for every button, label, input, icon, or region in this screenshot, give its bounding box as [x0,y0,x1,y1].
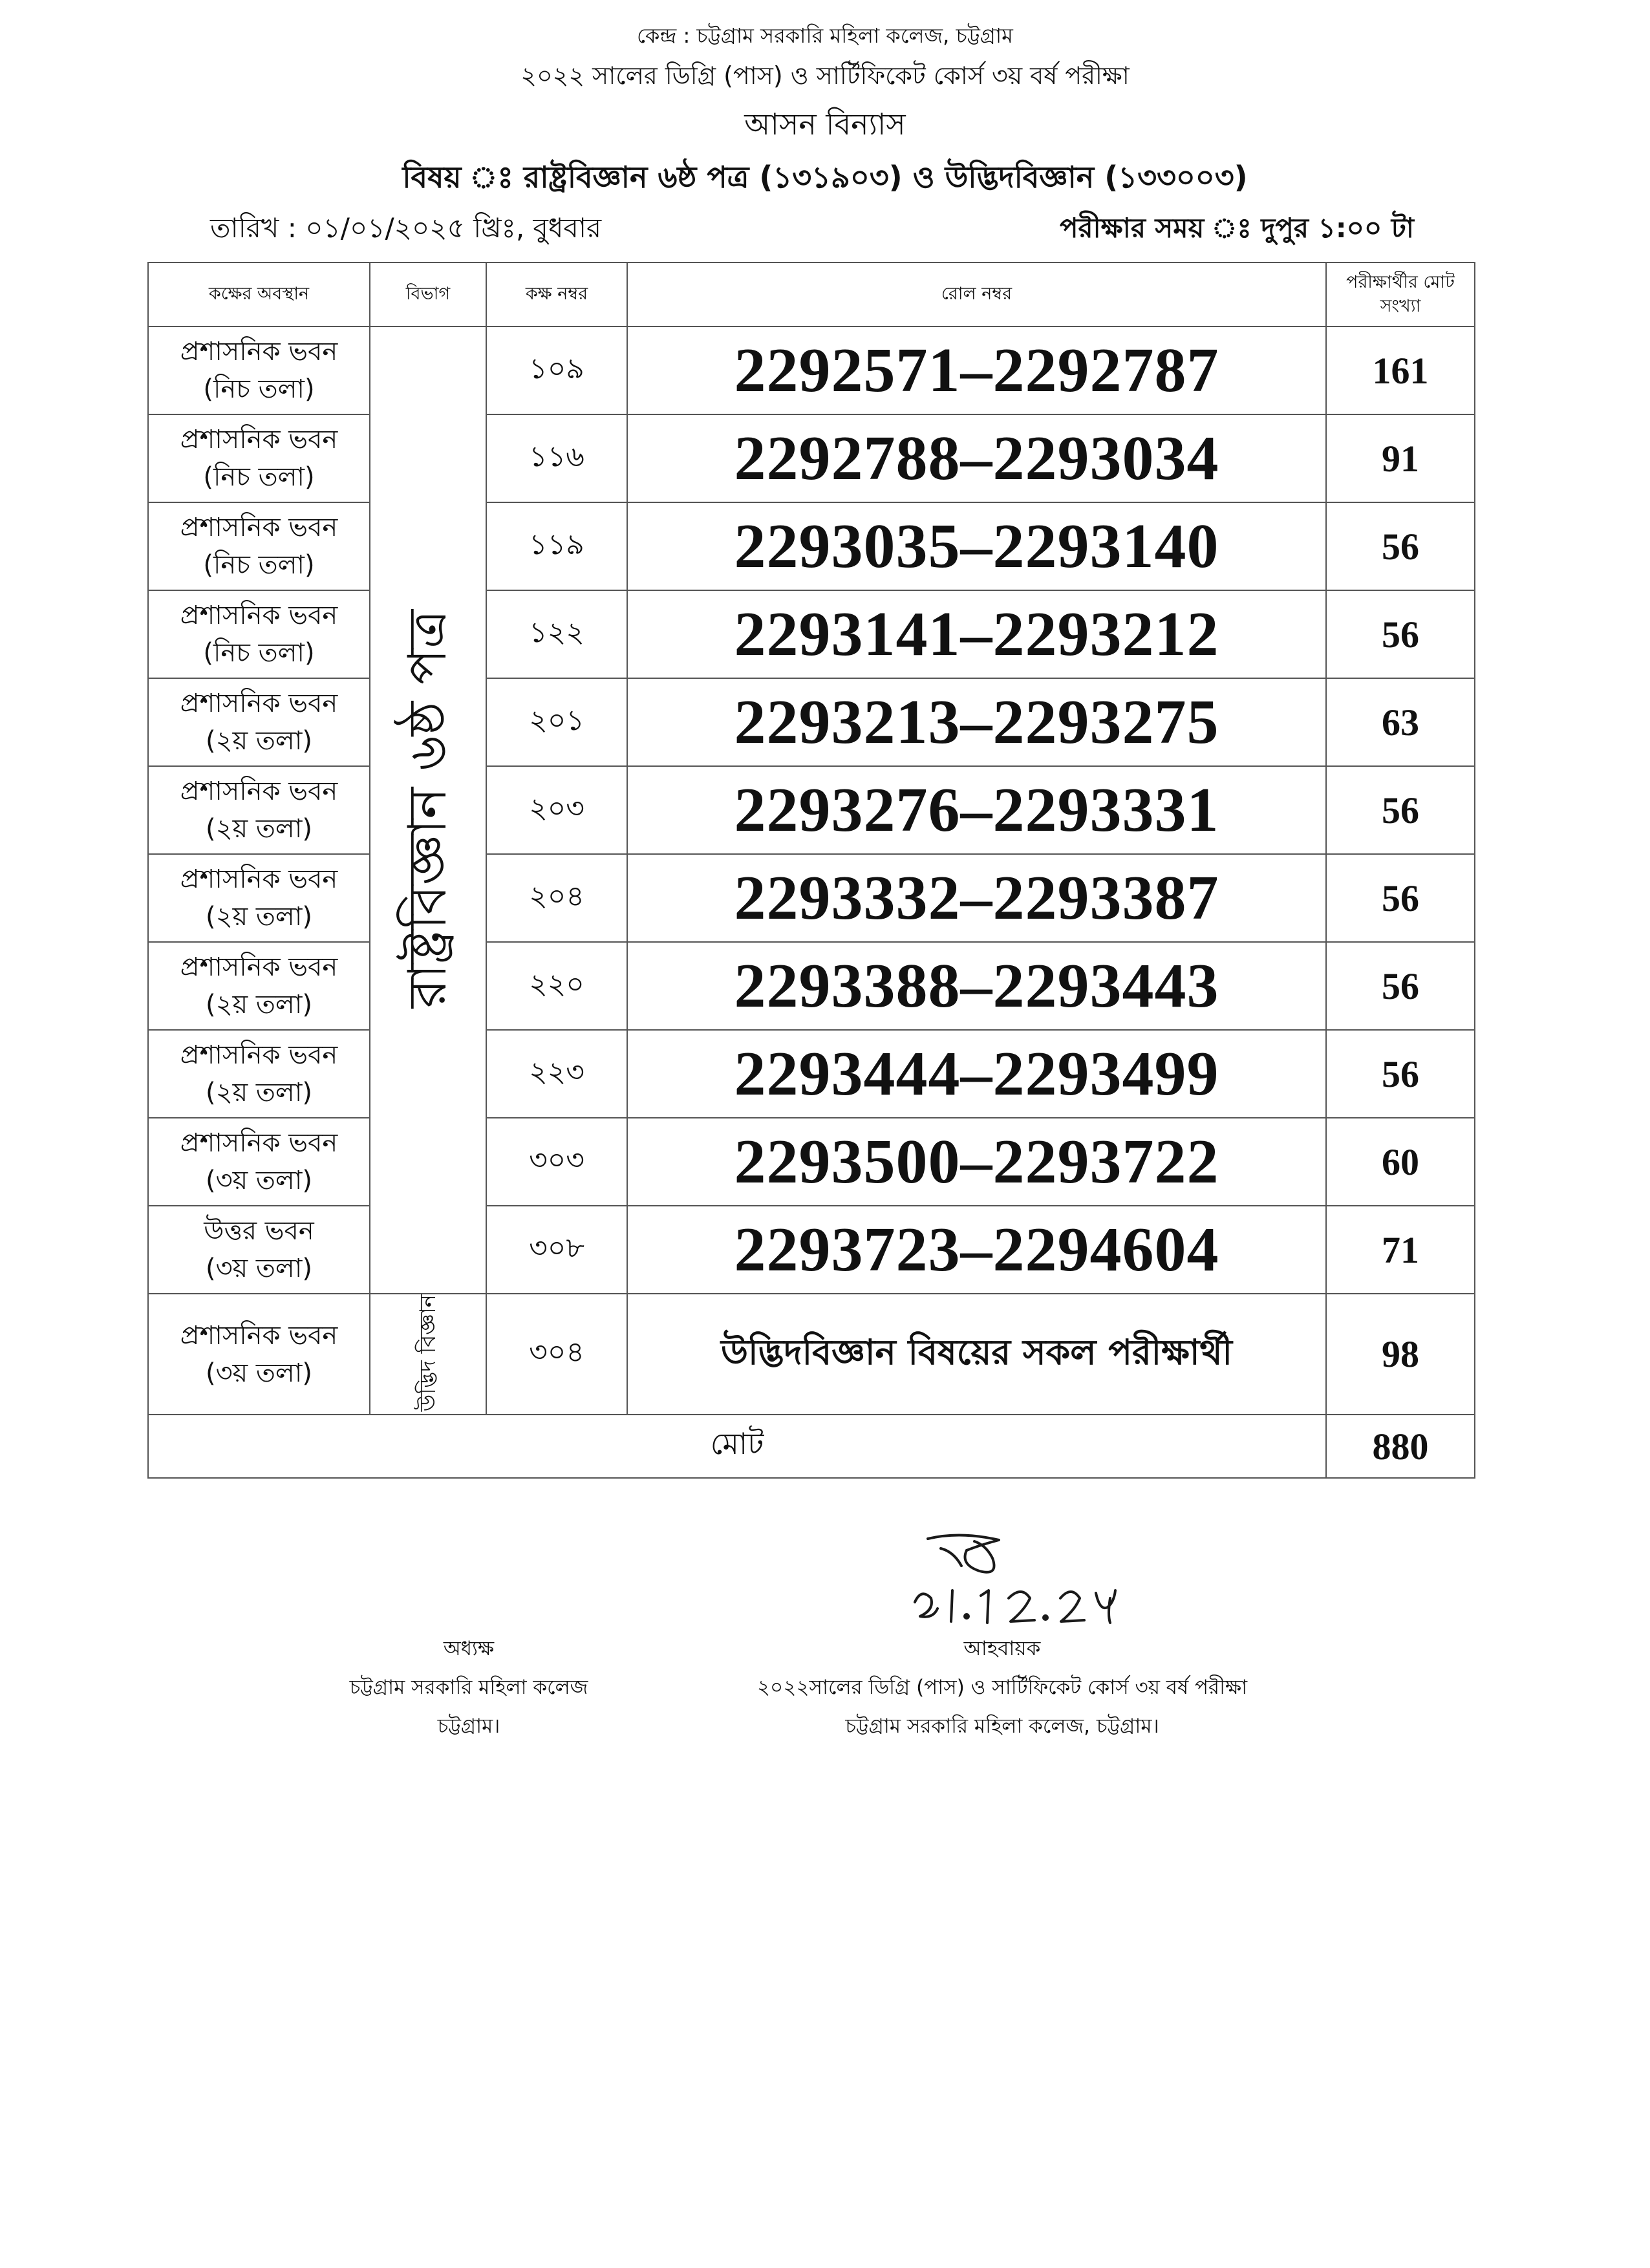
exam-date: তারিখ : ০১/০১/২০২৫ খ্রিঃ, বুধবার [210,212,602,244]
building-name: প্রশাসনিক ভবন [180,425,338,455]
table-row [148,502,1475,590]
room-number: ১১৯ [486,502,627,590]
room-number: ২০৩ [486,766,627,854]
examinee-count: 60 [1326,1118,1475,1206]
floor-name: (৩য় তলা) [206,1254,312,1283]
roll-range: 2293500–2293722 [627,1118,1326,1206]
floor-name: (নিচ তলা) [203,374,315,404]
building-name: প্রশাসনিক ভবন [180,337,338,367]
building-name: প্রশাসনিক ভবন [180,601,338,630]
roll-range: 2293723–2294604 [627,1206,1326,1294]
examinee-count: 56 [1326,590,1475,678]
table-row [148,326,1475,414]
building-name: প্রশাসনিক ভবন [180,864,338,894]
building-name: প্রশাসনিক ভবন [180,952,338,982]
col-header-department: বিভাগ [370,262,486,326]
table-row [148,414,1475,502]
building-name: প্রশাসনিক ভবন [180,776,338,806]
location-cell [148,414,370,502]
building-name: প্রশাসনিক ভবন [180,1128,338,1158]
room-number: ৩০৮ [486,1206,627,1294]
convener-line1: ২০২২সালের ডিগ্রি (পাস) ও সার্টিফিকেট কোর্স ৩য় বর্ষ পরীক্ষা [756,1676,1248,1699]
department-cell [370,326,486,1294]
table-row [148,590,1475,678]
examinee-count: 63 [1326,678,1475,766]
roll-range: 2292571–2292787 [627,326,1326,414]
location-cell [148,502,370,590]
total-count: 880 [1326,1415,1475,1478]
room-number: ২০১ [486,678,627,766]
floor-name: (নিচ তলা) [203,638,315,668]
room-number: ৩০৩ [486,1118,627,1206]
col-header-room: কক্ষ নম্বর [486,262,627,326]
col-header-roll: রোল নম্বর [627,262,1326,326]
total-label: মোট [148,1415,1326,1478]
location-cell [148,766,370,854]
department-name: উদ্ভিদ বিজ্ঞান [414,1294,441,1412]
principal-title: অধ্যক্ষ [443,1637,495,1660]
subject-line: বিষয় ঃ রাষ্ট্রবিজ্ঞান ৬ষ্ঠ পত্র (১৩১৯০৩) ও উদ্ভিদবিজ্ঞান (১৩৩০০৩) [402,160,1248,195]
table-row [148,854,1475,942]
examinee-count: 161 [1326,326,1475,414]
roll-range: 2293141–2293212 [627,590,1326,678]
roll-range: 2293332–2293387 [627,854,1326,942]
room-number: ২২৩ [486,1030,627,1118]
document-title: আসন বিন্যাস [744,107,906,142]
floor-name: (নিচ তলা) [203,550,315,580]
table-row [148,1294,1475,1415]
roll-range: 2292788–2293034 [627,414,1326,502]
location-cell [148,326,370,414]
examinee-count: 98 [1326,1294,1475,1415]
roll-range: উদ্ভিদবিজ্ঞান বিষয়ের সকল পরীক্ষার্থী [627,1294,1326,1415]
room-number: ২২০ [486,942,627,1030]
floor-name: (২য় তলা) [206,990,312,1020]
convener-signature-block [711,1629,1293,1746]
roll-range: 2293035–2293140 [627,502,1326,590]
location-cell [148,1206,370,1294]
location-cell [148,854,370,942]
room-number: ৩০৪ [486,1294,627,1415]
principal-line2: চট্টগ্রাম। [437,1715,500,1738]
floor-name: (২য় তলা) [206,814,312,844]
building-name: উত্তর ভবন [204,1216,314,1246]
location-cell [148,942,370,1030]
floor-name: (২য় তলা) [206,1078,312,1107]
table-row [148,1118,1475,1206]
col-header-location: কক্ষের অবস্থান [148,262,370,326]
floor-name: (২য় তলা) [206,902,312,932]
principal-line1: চট্টগ্রাম সরকারি মহিলা কলেজ [349,1676,588,1699]
col-header-count: পরীক্ষার্থীর মোট সংখ্যা [1326,262,1475,326]
roll-range: 2293276–2293331 [627,766,1326,854]
handwritten-signature [902,1526,1148,1636]
floor-name: (নিচ তলা) [203,462,315,492]
exam-title: ২০২২ সালের ডিগ্রি (পাস) ও সার্টিফিকেট কোর্স ৩য় বর্ষ পরীক্ষা [520,61,1130,90]
room-number: ২০৪ [486,854,627,942]
table-row [148,766,1475,854]
total-row [148,1415,1475,1478]
seating-table [147,262,1475,1479]
roll-range: 2293213–2293275 [627,678,1326,766]
convener-title: আহবায়ক [963,1637,1041,1660]
exam-center: কেন্দ্র : চট্টগ্রাম সরকারি মহিলা কলেজ, চট্টগ্রাম [637,23,1013,48]
location-cell [148,1030,370,1118]
location-cell [148,1294,370,1415]
convener-line2: চট্টগ্রাম সরকারি মহিলা কলেজ, চট্টগ্রাম। [845,1715,1159,1738]
exam-time: পরীক্ষার সময় ঃ দুপুর ১:০০ টা [1060,212,1414,244]
table-header-row [148,262,1475,326]
building-name: প্রশাসনিক ভবন [180,513,338,542]
examinee-count: 56 [1326,854,1475,942]
table-row [148,1206,1475,1294]
room-number: ১১৬ [486,414,627,502]
table-row [148,1030,1475,1118]
principal-signature-block [275,1629,663,1746]
table-row [148,678,1475,766]
room-number: ১০৯ [486,326,627,414]
department-cell [370,1294,486,1415]
location-cell [148,590,370,678]
floor-name: (৩য় তলা) [206,1358,312,1388]
department-name: রাষ্ট্রবিজ্ঞান ৬ষ্ঠ পত্র [396,609,458,1009]
floor-name: (২য় তলা) [206,726,312,756]
building-name: প্রশাসনিক ভবন [180,689,338,718]
roll-range: 2293444–2293499 [627,1030,1326,1118]
examinee-count: 71 [1326,1206,1475,1294]
room-number: ১২২ [486,590,627,678]
building-name: প্রশাসনিক ভবন [180,1320,338,1351]
location-cell [148,1118,370,1206]
examinee-count: 56 [1326,1030,1475,1118]
table-row [148,942,1475,1030]
floor-name: (৩য় তলা) [206,1166,312,1195]
examinee-count: 56 [1326,766,1475,854]
examinee-count: 91 [1326,414,1475,502]
building-name: প্রশাসনিক ভবন [180,1040,338,1070]
location-cell [148,678,370,766]
examinee-count: 56 [1326,502,1475,590]
roll-range: 2293388–2293443 [627,942,1326,1030]
examinee-count: 56 [1326,942,1475,1030]
